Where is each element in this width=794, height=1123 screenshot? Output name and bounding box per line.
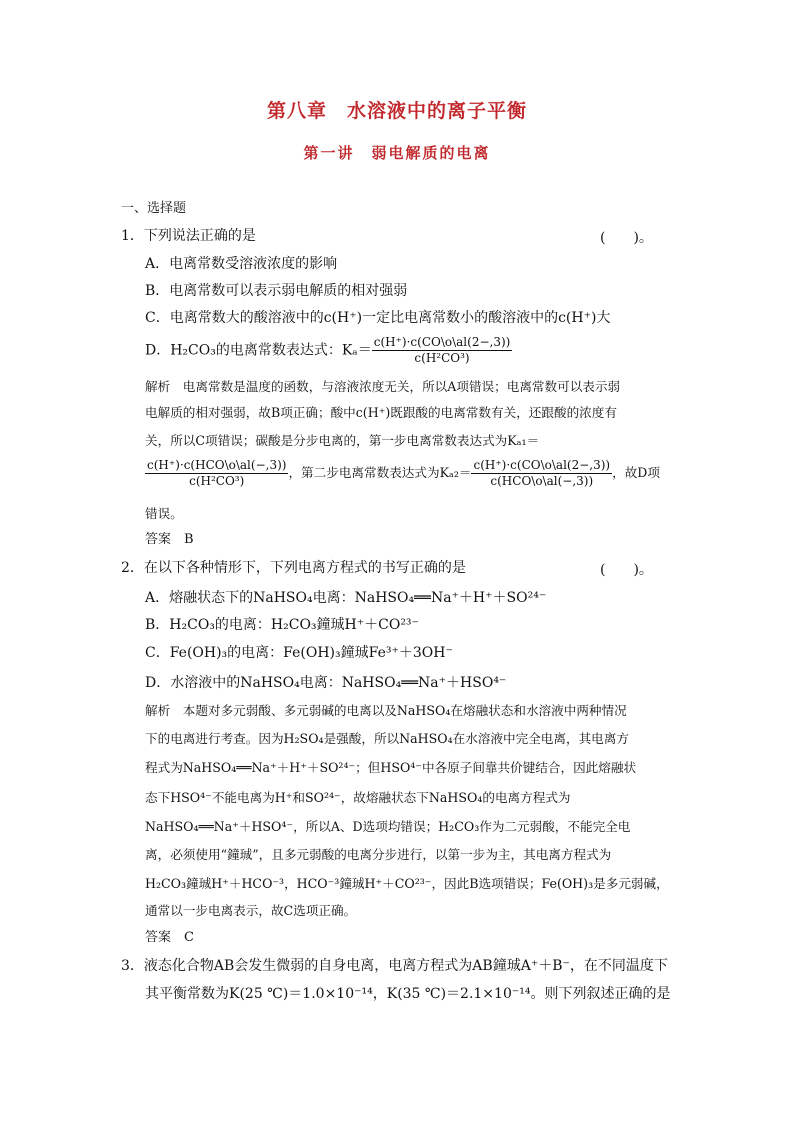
- lecture-title: 第一讲 弱电解质的电离: [303, 144, 491, 162]
- q2-explanation-line8: 通常以一步电离表示，故C选项正确。: [145, 903, 357, 918]
- q3-stem-line1: 3．液态化合物AB会发生微弱的自身电离，电离方程式为AB鐘珹A⁺＋B⁻，在不同温度下: [121, 958, 668, 974]
- q1-explanation-end: ，故D项: [612, 465, 660, 480]
- q1-option-a: A．电离常数受溶液浓度的影响: [145, 256, 338, 272]
- q1-explanation-line3: 关，所以C项错误；碳酸是分步电离的，第一步电离常数表达式为Kₐ₁＝: [145, 433, 540, 448]
- q2-explanation-line6: 离，必须使用“鐘珹”，且多元弱酸的电离分步进行，以第一步为主，其电离方程式为: [145, 847, 612, 862]
- q1-answer-bracket: ( )。: [600, 230, 653, 246]
- q1-explanation-line5: 错误。: [145, 506, 183, 521]
- q1-option-d: [145, 335, 512, 366]
- q1-answer: 答案 B: [145, 532, 194, 547]
- q1-explanation-mid: ，第二步电离常数表达式为Kₐ₂＝: [288, 465, 472, 480]
- q2-answer-bracket: ( )。: [600, 562, 653, 578]
- q1-ka1-numerator: c(H⁺)·c(HCO\o\al(−,3)): [147, 458, 287, 472]
- q1-explanation-line4: [145, 458, 660, 489]
- chapter-title: 第八章 水溶液中的离子平衡: [266, 100, 527, 122]
- q1-ka2-numerator: c(H⁺)·c(CO\o\al(2−,3)): [473, 458, 611, 472]
- section-heading: 一、选择题: [121, 201, 187, 216]
- q2-explanation-line4: 态下HSO⁴⁻不能电离为H⁺和SO²⁴⁻，故熔融状态下NaHSO₄的电离方程式为: [145, 790, 571, 805]
- q2-answer: 答案 C: [145, 930, 194, 945]
- q1-explanation-line1: 解析 电离常数是温度的函数，与溶液浓度无关，所以A项错误；电离常数可以表示弱: [145, 379, 621, 394]
- q2-explanation-line2: 下的电离进行考查。因为H₂SO₄是强酸，所以NaHSO₄在水溶液中完全电离，其电离方: [145, 731, 629, 746]
- q1-ka1-fraction: [145, 458, 288, 489]
- q1-d-numerator: c(H⁺)·c(CO\o\al(2−,3)): [373, 335, 511, 349]
- q1-option-b: B．电离常数可以表示弱电解质的相对强弱: [145, 283, 408, 299]
- q2-explanation-line3: 程式为NaHSO₄══Na⁺＋H⁺＋SO²⁴⁻；但HSO⁴⁻中各原子间靠共价键结合，因此熔融状: [145, 760, 637, 775]
- q2-stem: 2．在以下各种情形下，下列电离方程式的书写正确的是: [121, 560, 466, 576]
- q1-ka1-denominator: c(H²CO³): [189, 474, 245, 488]
- q2-explanation-line1: 解析 本题对多元弱酸、多元弱碱的电离以及NaHSO₄在熔融状态和水溶液中两种情况: [145, 703, 627, 718]
- q1-option-d-prefix: D．H₂CO₃的电离常数表达式：Kₐ＝: [145, 342, 372, 359]
- q2-explanation-line5: NaHSO₄══Na⁺＋HSO⁴⁻，所以A、D选项均错误；H₂CO₃作为二元弱酸，不能完全电: [145, 819, 631, 834]
- q2-option-b: B．H₂CO₃的电离：H₂CO₃鐘珹H⁺＋CO²³⁻: [145, 617, 419, 633]
- q2-option-c: C．Fe(OH)₃的电离：Fe(OH)₃鐘珹Fe³⁺＋3OH⁻: [145, 645, 453, 661]
- q2-explanation-line7: H₂CO₃鐘珹H⁺＋HCO⁻³，HCO⁻³鐘珹H⁺＋CO²³⁻，因此B选项错误；Fe(OH)₃是多元弱碱，: [145, 876, 669, 891]
- q1-ka2-denominator: c(HCO\o\al(−,3)): [490, 474, 594, 488]
- q1-option-c: C．电离常数大的酸溶液中的c(H⁺)一定比电离常数小的酸溶液中的c(H⁺)大: [145, 310, 611, 326]
- q1-d-denominator: c(H²CO³): [414, 351, 470, 365]
- q1-explanation-line2: 电解质的相对强弱，故B项正确；酸中c(H⁺)既跟酸的电离常数有关，还跟酸的浓度有: [145, 405, 617, 420]
- q1-ka2-fraction: [471, 458, 612, 489]
- q2-option-a: A．熔融状态下的NaHSO₄电离：NaHSO₄══Na⁺＋H⁺＋SO²⁴⁻: [145, 590, 547, 606]
- q2-option-d: D．水溶液中的NaHSO₄电离：NaHSO₄══Na⁺＋HSO⁴⁻: [145, 675, 507, 691]
- q3-stem-line2: 其平衡常数为K(25 ℃)＝1.0×10⁻¹⁴，K(35 ℃)＝2.1×10⁻¹⁴。则下列叙述正确的是: [145, 986, 671, 1002]
- q1-option-d-fraction: [372, 335, 513, 366]
- q1-stem: 1．下列说法正确的是: [121, 228, 256, 244]
